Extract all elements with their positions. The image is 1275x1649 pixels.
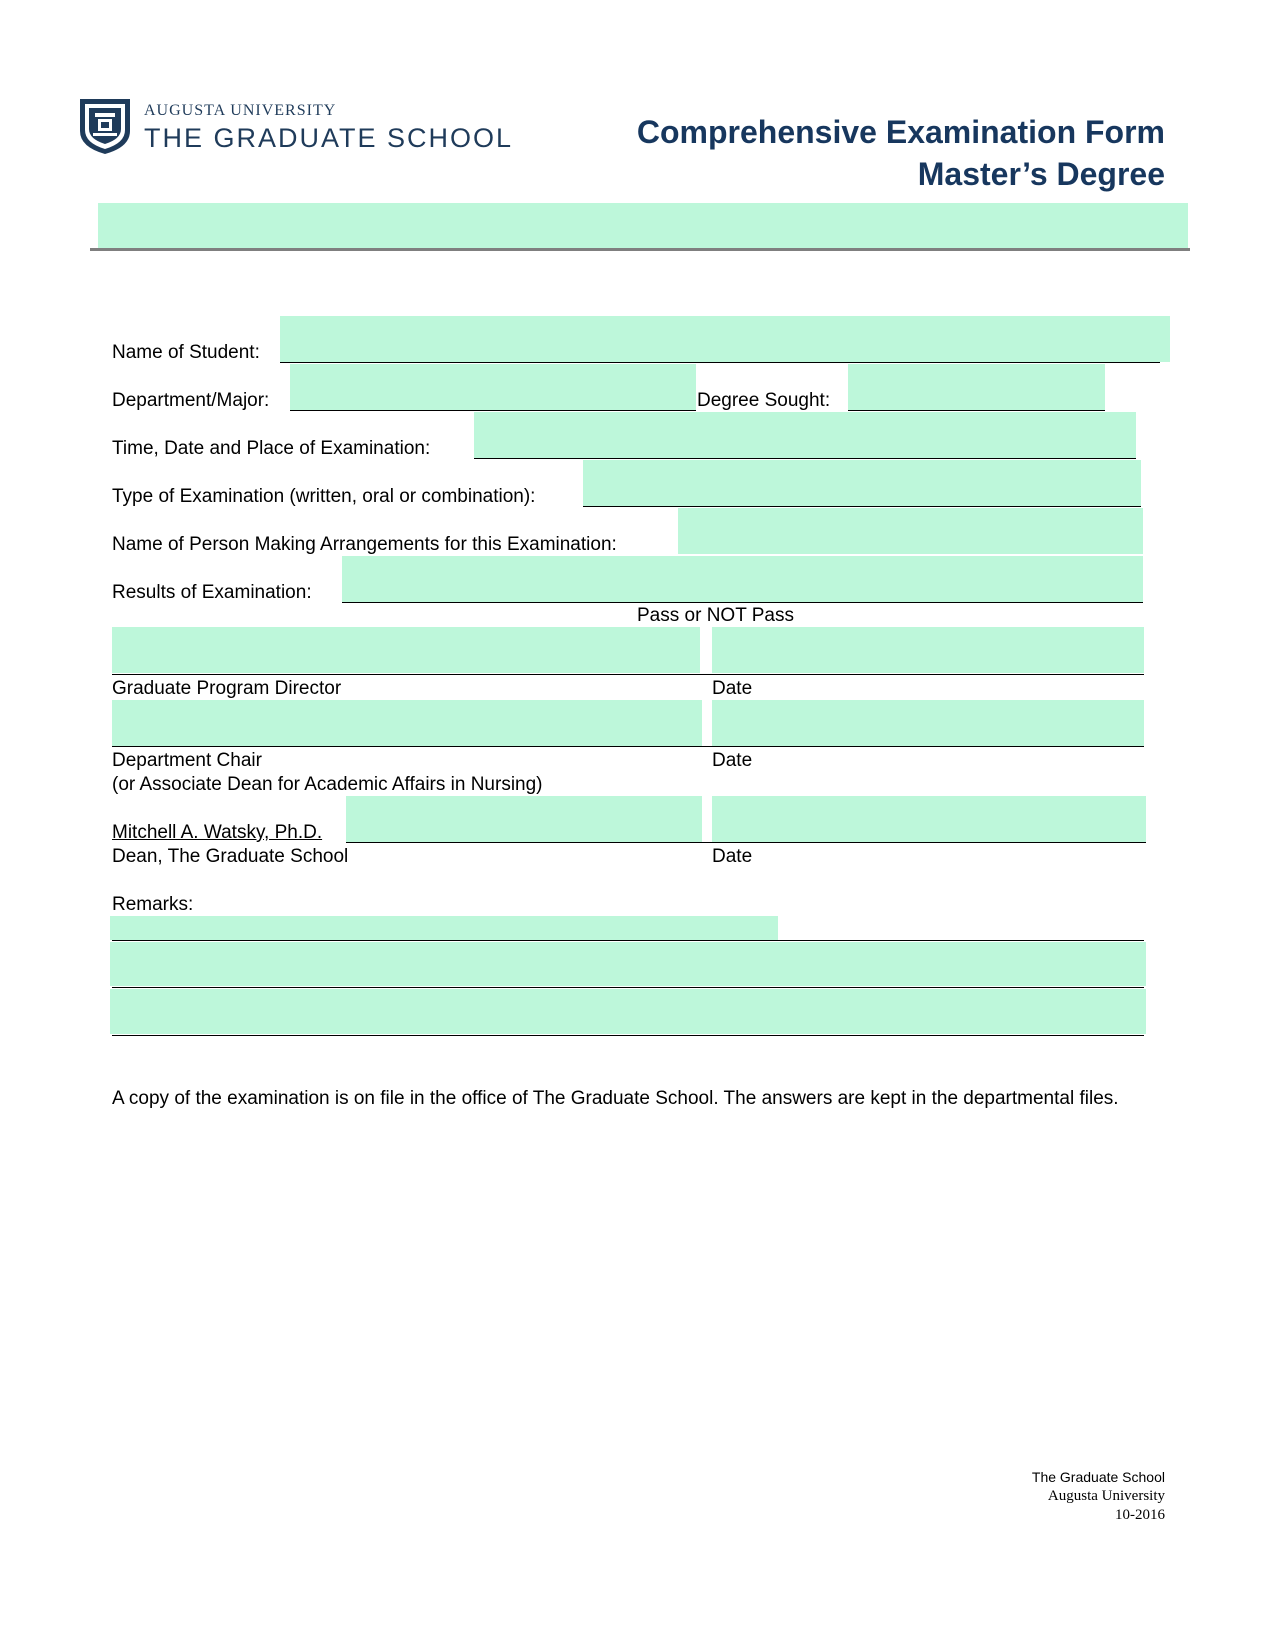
director-underline [112,674,1144,675]
chair-date-label: Date [712,750,753,771]
results-input[interactable] [342,556,1143,602]
remarks-label: Remarks: [112,894,194,915]
remarks-underline-1 [112,940,1144,941]
director-label: Graduate Program Director [112,678,342,699]
person-arrangements-label: Name of Person Making Arrangements for this Examination: [112,534,617,555]
chair-label: Department Chair [112,750,262,771]
department-major-input[interactable] [290,364,696,410]
form-subtitle: Master’s Degree [917,156,1165,192]
chair-date-input[interactable] [712,700,1144,746]
dean-signature-input[interactable] [346,796,702,842]
chair-note-label: (or Associate Dean for Academic Affairs in Nursing) [112,774,543,795]
degree-underline [848,410,1105,411]
footer-school: The Graduate School [1031,1469,1165,1485]
logo [78,97,538,157]
shield-logo-icon [78,97,132,155]
director-date-label: Date [712,678,753,699]
dean-date-input[interactable] [712,796,1146,842]
name-of-student-label: Name of Student: [112,342,260,363]
type-of-exam-input[interactable] [583,460,1141,506]
form-title: Comprehensive Examination Form [636,114,1165,150]
pass-hint-label: Pass or NOT Pass [637,605,794,626]
remarks-input-2[interactable] [110,942,1146,986]
footer-date: 10-2016 [1115,1507,1165,1523]
person-arrangements-input[interactable] [678,508,1143,554]
dean-name-label: Mitchell A. Watsky, Ph.D. [112,822,323,843]
remarks-underline-3 [112,1035,1144,1036]
university-name: AUGUSTA UNIVERSITY [144,102,337,119]
results-underline [342,602,1143,603]
degree-sought-input[interactable] [848,364,1105,410]
file-note: A copy of the examination is on file in the office of The Graduate School. The answers are kept in the departmental files. [112,1088,1119,1109]
dean-date-label: Date [712,846,753,867]
remarks-input-1[interactable] [110,916,778,940]
director-signature-input[interactable] [112,627,700,673]
degree-sought-label: Degree Sought: [697,390,831,411]
time-date-place-label: Time, Date and Place of Examination: [112,438,431,459]
school-name: THE GRADUATE SCHOOL [144,123,514,153]
time-underline [474,458,1136,459]
time-date-place-input[interactable] [474,412,1136,458]
type-of-exam-label: Type of Examination (written, oral or combination): [112,486,536,507]
remarks-input-3[interactable] [110,989,1146,1034]
name-of-student-input[interactable] [280,316,1170,362]
results-label: Results of Examination: [112,582,312,603]
type-underline [583,506,1141,507]
dean-underline [346,842,1146,843]
chair-underline [112,746,1144,747]
name-underline [280,362,1160,363]
chair-signature-input[interactable] [112,700,702,746]
director-date-input[interactable] [712,627,1144,673]
dean-title-label: Dean, The Graduate School [112,846,349,867]
footer-university: Augusta University [1047,1488,1165,1504]
department-underline [290,410,696,411]
header-divider [90,248,1190,251]
remarks-underline-2 [112,987,1144,988]
department-major-label: Department/Major: [112,390,270,411]
header-field[interactable] [98,203,1188,248]
